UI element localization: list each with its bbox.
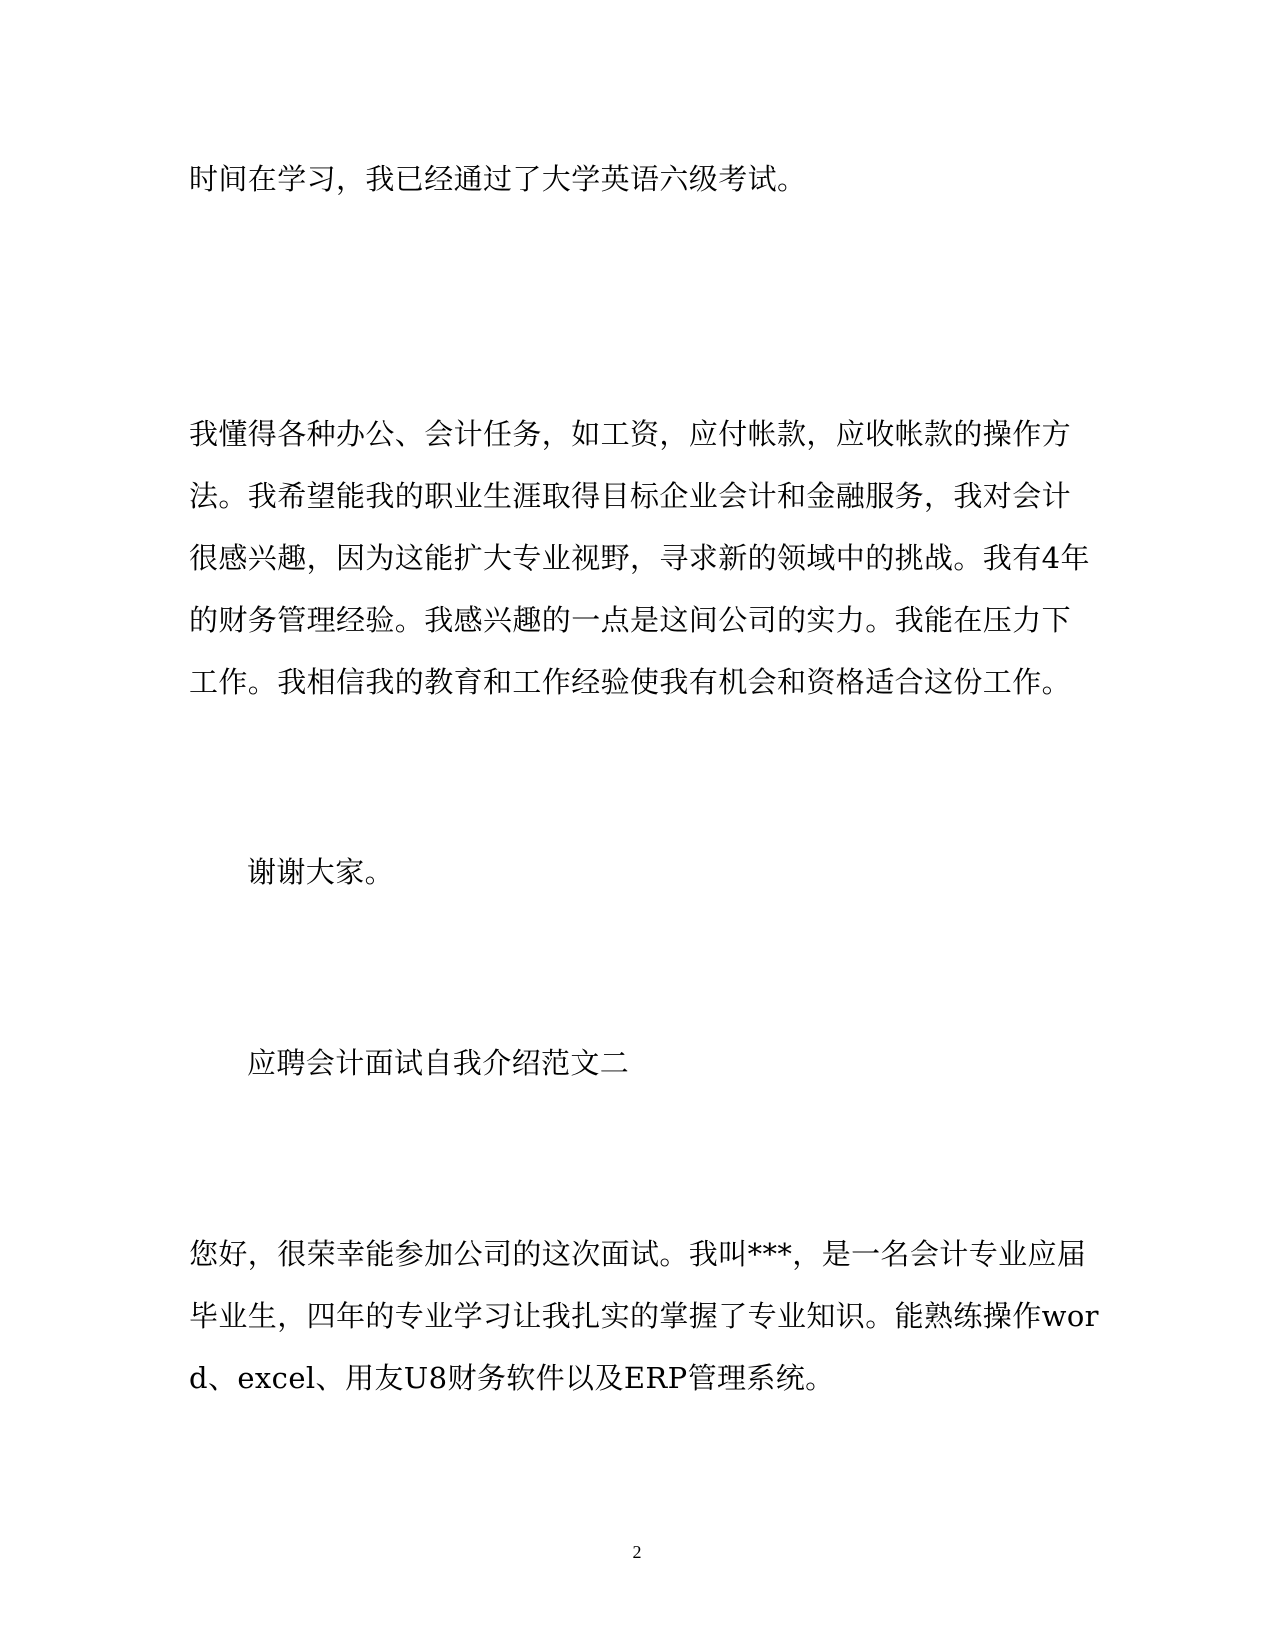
- paragraph-line: 时间在学习，我已经通过了大学英语六级考试。: [189, 162, 807, 196]
- page-number: 2: [632, 1542, 642, 1562]
- paragraph-line: 很感兴趣，因为这能扩大专业视野，寻求新的领域中的挑战。我有4年: [189, 541, 1090, 575]
- paragraph-line: 您好，很荣幸能参加公司的这次面试。我叫***，是一名会计专业应届: [189, 1237, 1087, 1271]
- paragraph-line: 我懂得各种办公、会计任务，如工资，应付帐款，应收帐款的操作方: [189, 417, 1072, 451]
- paragraph-line: 法。我希望能我的职业生涯取得目标企业会计和金融服务，我对会计: [189, 479, 1072, 513]
- paragraph-line: 的财务管理经验。我感兴趣的一点是这间公司的实力。我能在压力下: [189, 603, 1072, 637]
- paragraph-line: 毕业生，四年的专业学习让我扎实的掌握了专业知识。能熟练操作wor: [189, 1299, 1099, 1333]
- section-heading: 应聘会计面试自我介绍范文二: [247, 1046, 630, 1080]
- paragraph-line: 工作。我相信我的教育和工作经验使我有机会和资格适合这份工作。: [189, 665, 1072, 699]
- paragraph-line: d、excel、用友U8财务软件以及ERP管理系统。: [189, 1361, 835, 1395]
- closing-line: 谢谢大家。: [247, 855, 395, 889]
